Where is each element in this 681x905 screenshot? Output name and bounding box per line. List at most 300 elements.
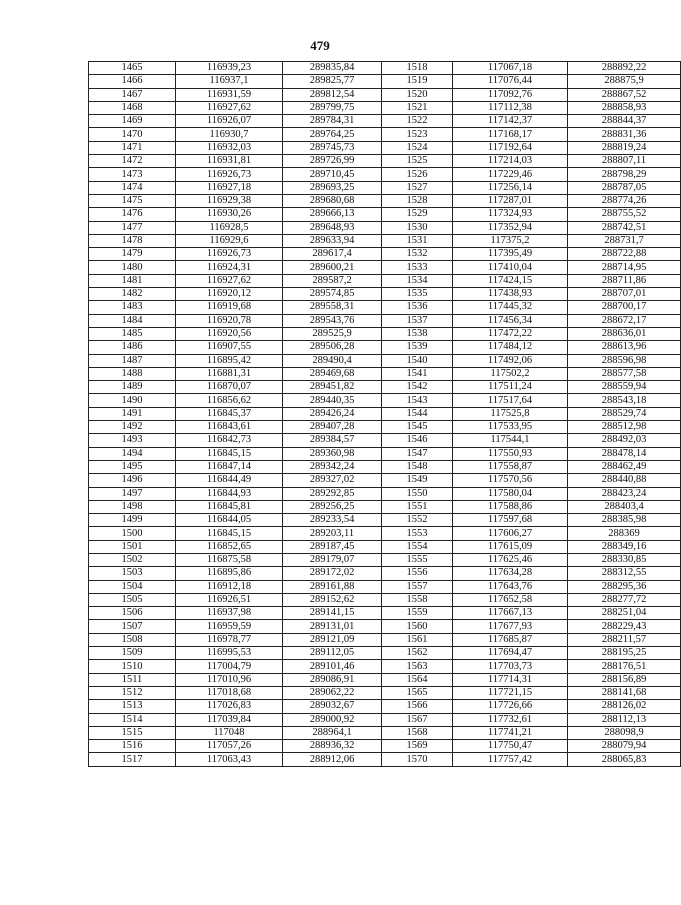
left-point-number-cell: 1485 bbox=[89, 327, 176, 340]
table-row bbox=[89, 221, 681, 234]
right-point-number-cell: 1567 bbox=[382, 713, 453, 726]
left-y-coordinate-cell: 289469,68 bbox=[283, 367, 382, 380]
left-point-number-cell: 1496 bbox=[89, 474, 176, 487]
left-point-number-cell: 1490 bbox=[89, 394, 176, 407]
left-point-number-cell: 1480 bbox=[89, 261, 176, 274]
right-point-number-cell: 1570 bbox=[382, 753, 453, 766]
right-x-coordinate-cell: 117741,21 bbox=[453, 726, 568, 739]
right-x-coordinate-cell: 117168,17 bbox=[453, 128, 568, 141]
left-x-coordinate-cell: 116937,98 bbox=[176, 607, 283, 620]
left-point-number-cell: 1478 bbox=[89, 234, 176, 247]
left-x-coordinate-cell: 116920,78 bbox=[176, 314, 283, 327]
left-x-coordinate-cell: 116930,26 bbox=[176, 208, 283, 221]
right-point-number-cell: 1542 bbox=[382, 381, 453, 394]
left-point-number-cell: 1489 bbox=[89, 381, 176, 394]
left-y-coordinate-cell: 289600,21 bbox=[283, 261, 382, 274]
right-point-number-cell: 1548 bbox=[382, 460, 453, 473]
table-row bbox=[89, 673, 681, 686]
left-y-coordinate-cell: 289360,98 bbox=[283, 447, 382, 460]
table-row bbox=[89, 381, 681, 394]
left-x-coordinate-cell: 116926,51 bbox=[176, 593, 283, 606]
left-y-coordinate-cell: 289745,73 bbox=[283, 141, 382, 154]
left-point-number-cell: 1477 bbox=[89, 221, 176, 234]
right-point-number-cell: 1529 bbox=[382, 208, 453, 221]
table-row bbox=[89, 540, 681, 553]
left-y-coordinate-cell: 289666,13 bbox=[283, 208, 382, 221]
right-y-coordinate-cell: 288807,11 bbox=[568, 155, 681, 168]
left-y-coordinate-cell: 289825,77 bbox=[283, 75, 382, 88]
right-y-coordinate-cell: 288462,49 bbox=[568, 460, 681, 473]
left-y-coordinate-cell: 289179,07 bbox=[283, 553, 382, 566]
left-y-coordinate-cell: 289032,67 bbox=[283, 700, 382, 713]
table-row bbox=[89, 155, 681, 168]
left-point-number-cell: 1497 bbox=[89, 487, 176, 500]
right-x-coordinate-cell: 117757,42 bbox=[453, 753, 568, 766]
left-y-coordinate-cell: 289086,91 bbox=[283, 673, 382, 686]
right-y-coordinate-cell: 288844,37 bbox=[568, 115, 681, 128]
table-row bbox=[89, 580, 681, 593]
right-y-coordinate-cell: 288176,51 bbox=[568, 660, 681, 673]
left-point-number-cell: 1501 bbox=[89, 540, 176, 553]
left-y-coordinate-cell: 289187,45 bbox=[283, 540, 382, 553]
right-y-coordinate-cell: 288559,94 bbox=[568, 381, 681, 394]
left-y-coordinate-cell: 289407,28 bbox=[283, 421, 382, 434]
table-row bbox=[89, 115, 681, 128]
right-y-coordinate-cell: 288714,95 bbox=[568, 261, 681, 274]
right-x-coordinate-cell: 117703,73 bbox=[453, 660, 568, 673]
left-x-coordinate-cell: 117057,26 bbox=[176, 740, 283, 753]
left-x-coordinate-cell: 116845,37 bbox=[176, 407, 283, 420]
right-point-number-cell: 1537 bbox=[382, 314, 453, 327]
left-y-coordinate-cell: 289121,09 bbox=[283, 633, 382, 646]
right-y-coordinate-cell: 288423,24 bbox=[568, 487, 681, 500]
right-x-coordinate-cell: 117533,95 bbox=[453, 421, 568, 434]
table-row bbox=[89, 181, 681, 194]
left-point-number-cell: 1474 bbox=[89, 181, 176, 194]
right-point-number-cell: 1569 bbox=[382, 740, 453, 753]
table-row bbox=[89, 500, 681, 513]
table-row bbox=[89, 101, 681, 114]
right-y-coordinate-cell: 288596,98 bbox=[568, 354, 681, 367]
right-y-coordinate-cell: 288742,51 bbox=[568, 221, 681, 234]
left-y-coordinate-cell: 289543,76 bbox=[283, 314, 382, 327]
right-y-coordinate-cell: 288126,02 bbox=[568, 700, 681, 713]
right-x-coordinate-cell: 117726,66 bbox=[453, 700, 568, 713]
left-y-coordinate-cell: 289525,9 bbox=[283, 327, 382, 340]
right-y-coordinate-cell: 288349,16 bbox=[568, 540, 681, 553]
right-point-number-cell: 1523 bbox=[382, 128, 453, 141]
right-y-coordinate-cell: 288731,7 bbox=[568, 234, 681, 247]
left-y-coordinate-cell: 289451,82 bbox=[283, 381, 382, 394]
left-y-coordinate-cell: 289710,45 bbox=[283, 168, 382, 181]
left-point-number-cell: 1479 bbox=[89, 248, 176, 261]
left-y-coordinate-cell: 289426,24 bbox=[283, 407, 382, 420]
right-point-number-cell: 1531 bbox=[382, 234, 453, 247]
left-point-number-cell: 1503 bbox=[89, 567, 176, 580]
right-y-coordinate-cell: 288385,98 bbox=[568, 514, 681, 527]
right-y-coordinate-cell: 288330,85 bbox=[568, 553, 681, 566]
right-y-coordinate-cell: 288195,25 bbox=[568, 647, 681, 660]
left-x-coordinate-cell: 116843,61 bbox=[176, 421, 283, 434]
right-x-coordinate-cell: 117214,03 bbox=[453, 155, 568, 168]
right-x-coordinate-cell: 117643,76 bbox=[453, 580, 568, 593]
right-point-number-cell: 1521 bbox=[382, 101, 453, 114]
left-point-number-cell: 1508 bbox=[89, 633, 176, 646]
left-point-number-cell: 1473 bbox=[89, 168, 176, 181]
left-y-coordinate-cell: 289506,28 bbox=[283, 341, 382, 354]
right-y-coordinate-cell: 288277,72 bbox=[568, 593, 681, 606]
table-row bbox=[89, 354, 681, 367]
left-x-coordinate-cell: 116842,73 bbox=[176, 434, 283, 447]
table-row bbox=[89, 700, 681, 713]
right-point-number-cell: 1525 bbox=[382, 155, 453, 168]
left-y-coordinate-cell: 289131,01 bbox=[283, 620, 382, 633]
left-x-coordinate-cell: 116928,5 bbox=[176, 221, 283, 234]
right-point-number-cell: 1536 bbox=[382, 301, 453, 314]
left-point-number-cell: 1481 bbox=[89, 274, 176, 287]
left-point-number-cell: 1468 bbox=[89, 101, 176, 114]
left-point-number-cell: 1512 bbox=[89, 686, 176, 699]
left-point-number-cell: 1498 bbox=[89, 500, 176, 513]
left-x-coordinate-cell: 116870,07 bbox=[176, 381, 283, 394]
left-point-number-cell: 1467 bbox=[89, 88, 176, 101]
right-point-number-cell: 1522 bbox=[382, 115, 453, 128]
table-row bbox=[89, 713, 681, 726]
left-y-coordinate-cell: 289233,54 bbox=[283, 514, 382, 527]
right-point-number-cell: 1519 bbox=[382, 75, 453, 88]
right-point-number-cell: 1532 bbox=[382, 248, 453, 261]
table-row bbox=[89, 261, 681, 274]
left-x-coordinate-cell: 116856,62 bbox=[176, 394, 283, 407]
right-y-coordinate-cell: 288156,89 bbox=[568, 673, 681, 686]
right-x-coordinate-cell: 117750,47 bbox=[453, 740, 568, 753]
right-x-coordinate-cell: 117570,56 bbox=[453, 474, 568, 487]
right-point-number-cell: 1558 bbox=[382, 593, 453, 606]
right-y-coordinate-cell: 288440,88 bbox=[568, 474, 681, 487]
left-y-coordinate-cell: 289784,31 bbox=[283, 115, 382, 128]
table-row bbox=[89, 62, 681, 75]
left-point-number-cell: 1506 bbox=[89, 607, 176, 620]
right-x-coordinate-cell: 117615,09 bbox=[453, 540, 568, 553]
right-x-coordinate-cell: 117424,15 bbox=[453, 274, 568, 287]
right-point-number-cell: 1551 bbox=[382, 500, 453, 513]
right-y-coordinate-cell: 288211,57 bbox=[568, 633, 681, 646]
right-x-coordinate-cell: 117517,64 bbox=[453, 394, 568, 407]
left-x-coordinate-cell: 116927,18 bbox=[176, 181, 283, 194]
table-row bbox=[89, 274, 681, 287]
left-x-coordinate-cell: 116920,12 bbox=[176, 288, 283, 301]
right-point-number-cell: 1528 bbox=[382, 194, 453, 207]
left-point-number-cell: 1469 bbox=[89, 115, 176, 128]
table-row bbox=[89, 514, 681, 527]
left-y-coordinate-cell: 289764,25 bbox=[283, 128, 382, 141]
right-x-coordinate-cell: 117721,15 bbox=[453, 686, 568, 699]
right-point-number-cell: 1543 bbox=[382, 394, 453, 407]
table-row bbox=[89, 740, 681, 753]
table-row bbox=[89, 168, 681, 181]
left-point-number-cell: 1487 bbox=[89, 354, 176, 367]
right-x-coordinate-cell: 117229,46 bbox=[453, 168, 568, 181]
left-point-number-cell: 1483 bbox=[89, 301, 176, 314]
table-row bbox=[89, 394, 681, 407]
table-row bbox=[89, 341, 681, 354]
left-y-coordinate-cell: 289292,85 bbox=[283, 487, 382, 500]
right-x-coordinate-cell: 117502,2 bbox=[453, 367, 568, 380]
page-number: 479 bbox=[310, 38, 330, 53]
right-y-coordinate-cell: 288295,36 bbox=[568, 580, 681, 593]
left-point-number-cell: 1504 bbox=[89, 580, 176, 593]
left-point-number-cell: 1517 bbox=[89, 753, 176, 766]
left-y-coordinate-cell: 289490,4 bbox=[283, 354, 382, 367]
table-row bbox=[89, 474, 681, 487]
right-x-coordinate-cell: 117677,93 bbox=[453, 620, 568, 633]
left-point-number-cell: 1494 bbox=[89, 447, 176, 460]
left-point-number-cell: 1465 bbox=[89, 62, 176, 75]
left-point-number-cell: 1502 bbox=[89, 553, 176, 566]
right-x-coordinate-cell: 117732,61 bbox=[453, 713, 568, 726]
left-x-coordinate-cell: 116845,15 bbox=[176, 527, 283, 540]
right-x-coordinate-cell: 117525,8 bbox=[453, 407, 568, 420]
right-x-coordinate-cell: 117445,32 bbox=[453, 301, 568, 314]
right-y-coordinate-cell: 288636,01 bbox=[568, 327, 681, 340]
left-y-coordinate-cell: 289152,62 bbox=[283, 593, 382, 606]
left-x-coordinate-cell: 116844,49 bbox=[176, 474, 283, 487]
right-point-number-cell: 1530 bbox=[382, 221, 453, 234]
right-x-coordinate-cell: 117484,12 bbox=[453, 341, 568, 354]
left-point-number-cell: 1484 bbox=[89, 314, 176, 327]
left-x-coordinate-cell: 116845,15 bbox=[176, 447, 283, 460]
right-x-coordinate-cell: 117544,1 bbox=[453, 434, 568, 447]
left-point-number-cell: 1486 bbox=[89, 341, 176, 354]
left-y-coordinate-cell: 288936,32 bbox=[283, 740, 382, 753]
right-y-coordinate-cell: 288543,18 bbox=[568, 394, 681, 407]
left-y-coordinate-cell: 289141,15 bbox=[283, 607, 382, 620]
table-row bbox=[89, 234, 681, 247]
left-x-coordinate-cell: 117018,68 bbox=[176, 686, 283, 699]
table-row bbox=[89, 633, 681, 646]
right-y-coordinate-cell: 288478,14 bbox=[568, 447, 681, 460]
left-x-coordinate-cell: 116939,23 bbox=[176, 62, 283, 75]
left-y-coordinate-cell: 289726,99 bbox=[283, 155, 382, 168]
left-point-number-cell: 1488 bbox=[89, 367, 176, 380]
table-row bbox=[89, 620, 681, 633]
right-point-number-cell: 1568 bbox=[382, 726, 453, 739]
table-row bbox=[89, 553, 681, 566]
left-x-coordinate-cell: 117010,96 bbox=[176, 673, 283, 686]
left-y-coordinate-cell: 289835,84 bbox=[283, 62, 382, 75]
right-x-coordinate-cell: 117694,47 bbox=[453, 647, 568, 660]
right-x-coordinate-cell: 117076,44 bbox=[453, 75, 568, 88]
left-x-coordinate-cell: 117026,83 bbox=[176, 700, 283, 713]
right-y-coordinate-cell: 288722,88 bbox=[568, 248, 681, 261]
right-point-number-cell: 1549 bbox=[382, 474, 453, 487]
right-y-coordinate-cell: 288858,93 bbox=[568, 101, 681, 114]
left-x-coordinate-cell: 117063,43 bbox=[176, 753, 283, 766]
left-x-coordinate-cell: 116929,6 bbox=[176, 234, 283, 247]
left-y-coordinate-cell: 289161,88 bbox=[283, 580, 382, 593]
left-x-coordinate-cell: 116919,68 bbox=[176, 301, 283, 314]
right-y-coordinate-cell: 288787,05 bbox=[568, 181, 681, 194]
left-point-number-cell: 1476 bbox=[89, 208, 176, 221]
right-x-coordinate-cell: 117550,93 bbox=[453, 447, 568, 460]
table-row bbox=[89, 660, 681, 673]
table-row bbox=[89, 288, 681, 301]
right-y-coordinate-cell: 288403,4 bbox=[568, 500, 681, 513]
right-point-number-cell: 1562 bbox=[382, 647, 453, 660]
left-y-coordinate-cell: 289617,4 bbox=[283, 248, 382, 261]
right-x-coordinate-cell: 117492,06 bbox=[453, 354, 568, 367]
left-y-coordinate-cell: 289384,57 bbox=[283, 434, 382, 447]
table-row bbox=[89, 607, 681, 620]
left-y-coordinate-cell: 289648,93 bbox=[283, 221, 382, 234]
left-point-number-cell: 1493 bbox=[89, 434, 176, 447]
right-x-coordinate-cell: 117142,37 bbox=[453, 115, 568, 128]
left-x-coordinate-cell: 116844,93 bbox=[176, 487, 283, 500]
left-x-coordinate-cell: 117048 bbox=[176, 726, 283, 739]
left-point-number-cell: 1511 bbox=[89, 673, 176, 686]
right-x-coordinate-cell: 117438,93 bbox=[453, 288, 568, 301]
left-x-coordinate-cell: 116926,73 bbox=[176, 248, 283, 261]
left-x-coordinate-cell: 116937,1 bbox=[176, 75, 283, 88]
right-y-coordinate-cell: 288755,52 bbox=[568, 208, 681, 221]
left-point-number-cell: 1514 bbox=[89, 713, 176, 726]
right-point-number-cell: 1545 bbox=[382, 421, 453, 434]
left-x-coordinate-cell: 116895,86 bbox=[176, 567, 283, 580]
left-x-coordinate-cell: 116881,31 bbox=[176, 367, 283, 380]
right-y-coordinate-cell: 288512,98 bbox=[568, 421, 681, 434]
left-y-coordinate-cell: 289440,35 bbox=[283, 394, 382, 407]
table-row bbox=[89, 447, 681, 460]
left-x-coordinate-cell: 116929,38 bbox=[176, 194, 283, 207]
right-point-number-cell: 1546 bbox=[382, 434, 453, 447]
right-y-coordinate-cell: 288492,03 bbox=[568, 434, 681, 447]
right-point-number-cell: 1565 bbox=[382, 686, 453, 699]
coordinates-table-body bbox=[89, 62, 681, 767]
left-x-coordinate-cell: 116845,81 bbox=[176, 500, 283, 513]
left-x-coordinate-cell: 116924,31 bbox=[176, 261, 283, 274]
table-row bbox=[89, 88, 681, 101]
right-point-number-cell: 1556 bbox=[382, 567, 453, 580]
right-point-number-cell: 1541 bbox=[382, 367, 453, 380]
left-y-coordinate-cell: 289342,24 bbox=[283, 460, 382, 473]
left-x-coordinate-cell: 116931,59 bbox=[176, 88, 283, 101]
right-point-number-cell: 1518 bbox=[382, 62, 453, 75]
table-row bbox=[89, 460, 681, 473]
left-x-coordinate-cell: 116844,05 bbox=[176, 514, 283, 527]
right-point-number-cell: 1524 bbox=[382, 141, 453, 154]
right-y-coordinate-cell: 288875,9 bbox=[568, 75, 681, 88]
left-x-coordinate-cell: 116847,14 bbox=[176, 460, 283, 473]
left-y-coordinate-cell: 289327,02 bbox=[283, 474, 382, 487]
right-point-number-cell: 1544 bbox=[382, 407, 453, 420]
right-point-number-cell: 1550 bbox=[382, 487, 453, 500]
right-point-number-cell: 1566 bbox=[382, 700, 453, 713]
table-row bbox=[89, 128, 681, 141]
right-point-number-cell: 1539 bbox=[382, 341, 453, 354]
left-y-coordinate-cell: 289112,05 bbox=[283, 647, 382, 660]
right-y-coordinate-cell: 288707,01 bbox=[568, 288, 681, 301]
right-x-coordinate-cell: 117410,04 bbox=[453, 261, 568, 274]
left-y-coordinate-cell: 289799,75 bbox=[283, 101, 382, 114]
right-y-coordinate-cell: 288098,9 bbox=[568, 726, 681, 739]
table-row bbox=[89, 327, 681, 340]
right-y-coordinate-cell: 288700,17 bbox=[568, 301, 681, 314]
right-x-coordinate-cell: 117256,14 bbox=[453, 181, 568, 194]
right-x-coordinate-cell: 117112,38 bbox=[453, 101, 568, 114]
left-x-coordinate-cell: 116920,56 bbox=[176, 327, 283, 340]
left-x-coordinate-cell: 116927,62 bbox=[176, 101, 283, 114]
left-y-coordinate-cell: 289062,22 bbox=[283, 686, 382, 699]
table-row bbox=[89, 407, 681, 420]
right-point-number-cell: 1533 bbox=[382, 261, 453, 274]
left-x-coordinate-cell: 116995,53 bbox=[176, 647, 283, 660]
right-x-coordinate-cell: 117685,87 bbox=[453, 633, 568, 646]
right-y-coordinate-cell: 288529,74 bbox=[568, 407, 681, 420]
right-x-coordinate-cell: 117558,87 bbox=[453, 460, 568, 473]
right-point-number-cell: 1555 bbox=[382, 553, 453, 566]
right-x-coordinate-cell: 117588,86 bbox=[453, 500, 568, 513]
left-y-coordinate-cell: 289000,92 bbox=[283, 713, 382, 726]
left-y-coordinate-cell: 289256,25 bbox=[283, 500, 382, 513]
left-y-coordinate-cell: 289203,11 bbox=[283, 527, 382, 540]
right-x-coordinate-cell: 117714,31 bbox=[453, 673, 568, 686]
left-x-coordinate-cell: 116926,73 bbox=[176, 168, 283, 181]
right-x-coordinate-cell: 117634,28 bbox=[453, 567, 568, 580]
right-x-coordinate-cell: 117580,04 bbox=[453, 487, 568, 500]
right-y-coordinate-cell: 288112,13 bbox=[568, 713, 681, 726]
left-point-number-cell: 1471 bbox=[89, 141, 176, 154]
right-y-coordinate-cell: 288711,86 bbox=[568, 274, 681, 287]
table-row bbox=[89, 487, 681, 500]
table-row bbox=[89, 367, 681, 380]
right-y-coordinate-cell: 288577,58 bbox=[568, 367, 681, 380]
right-x-coordinate-cell: 117456,34 bbox=[453, 314, 568, 327]
right-x-coordinate-cell: 117395,49 bbox=[453, 248, 568, 261]
table-row bbox=[89, 593, 681, 606]
left-x-coordinate-cell: 116926,07 bbox=[176, 115, 283, 128]
table-row bbox=[89, 647, 681, 660]
right-x-coordinate-cell: 117667,13 bbox=[453, 607, 568, 620]
table-row bbox=[89, 434, 681, 447]
right-point-number-cell: 1564 bbox=[382, 673, 453, 686]
right-x-coordinate-cell: 117597,68 bbox=[453, 514, 568, 527]
right-point-number-cell: 1540 bbox=[382, 354, 453, 367]
left-x-coordinate-cell: 116959,59 bbox=[176, 620, 283, 633]
right-x-coordinate-cell: 117625,46 bbox=[453, 553, 568, 566]
right-point-number-cell: 1561 bbox=[382, 633, 453, 646]
left-y-coordinate-cell: 289574,85 bbox=[283, 288, 382, 301]
left-x-coordinate-cell: 116907,55 bbox=[176, 341, 283, 354]
left-x-coordinate-cell: 116875,58 bbox=[176, 553, 283, 566]
table-row bbox=[89, 686, 681, 699]
right-y-coordinate-cell: 288141,68 bbox=[568, 686, 681, 699]
table-row bbox=[89, 567, 681, 580]
right-x-coordinate-cell: 117352,94 bbox=[453, 221, 568, 234]
left-y-coordinate-cell: 289812,54 bbox=[283, 88, 382, 101]
table-row bbox=[89, 248, 681, 261]
right-x-coordinate-cell: 117472,22 bbox=[453, 327, 568, 340]
left-x-coordinate-cell: 116895,42 bbox=[176, 354, 283, 367]
table-row bbox=[89, 314, 681, 327]
table-row bbox=[89, 301, 681, 314]
table-row bbox=[89, 208, 681, 221]
left-point-number-cell: 1516 bbox=[89, 740, 176, 753]
table-row bbox=[89, 421, 681, 434]
right-point-number-cell: 1553 bbox=[382, 527, 453, 540]
right-point-number-cell: 1538 bbox=[382, 327, 453, 340]
left-point-number-cell: 1499 bbox=[89, 514, 176, 527]
left-point-number-cell: 1507 bbox=[89, 620, 176, 633]
